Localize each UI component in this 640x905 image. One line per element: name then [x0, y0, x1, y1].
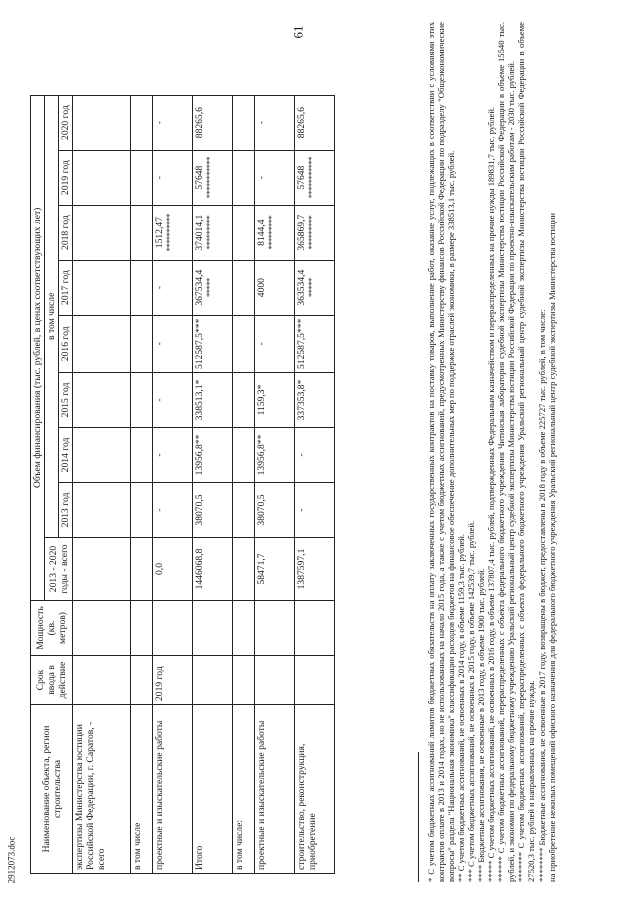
cell-value: 365869,7 [296, 214, 308, 251]
table-cell [73, 260, 131, 315]
table-cell [193, 428, 233, 483]
table-cell [255, 428, 295, 483]
col-total-header: 2013 - 2020 годы - всего [45, 538, 73, 601]
cell-value: 338513,1* [194, 379, 206, 421]
cell-value: 337353,8* [296, 379, 308, 421]
document-id: 2912073.doc [6, 836, 17, 884]
table-cell: проектные и изыскательские работы [255, 705, 295, 874]
table-cell [255, 656, 295, 705]
table-cell [131, 428, 153, 483]
table-row [153, 95, 193, 873]
cell-value: - [154, 453, 166, 457]
table-cell [295, 150, 335, 205]
table-cell: Итого [193, 705, 233, 874]
cell-value: - [154, 398, 166, 402]
col-year-header: 2017 год [59, 260, 73, 315]
table-cell [193, 150, 233, 205]
cell-footnote-mark: ********* [204, 215, 215, 250]
table-cell: строительство, реконструкция, приобретение [295, 705, 335, 874]
cell-value: - [256, 121, 268, 125]
table-cell [295, 373, 335, 428]
col-name-header: Наименование объекта, регион строительства [31, 705, 73, 874]
rotated-sheet [30, 22, 610, 882]
cell-value: 512587,5*** [296, 318, 308, 369]
table-cell [193, 373, 233, 428]
table-cell [233, 428, 255, 483]
cell-value: 88265,6 [194, 107, 206, 139]
table-cell [131, 601, 153, 656]
cell-value: 512587,5*** [194, 318, 206, 369]
table-cell [131, 150, 153, 205]
footnote: ******* С учетом бюджетных ассигнований, перераспределенных с объекта федерального бюджетного учреждения Уральский региональный центр судебной экспертизы Министерства юстиции Российской Федерации в объеме 27520,3 тыс. рублей и направленных на прочие нужды. [516, 22, 537, 882]
table-cell [233, 373, 255, 428]
col-funding-header: Объем финансирования (тыс. рублей, в ценах соответствующих лет) [31, 95, 45, 600]
cell-footnote-mark: *********** [306, 157, 317, 199]
cell-value: 4000 [256, 278, 268, 298]
table-cell [73, 373, 131, 428]
col-year-header: 2018 год [59, 205, 73, 260]
table-cell [73, 428, 131, 483]
financing-table [30, 95, 335, 874]
cell-footnote-mark: ***** [306, 278, 317, 297]
table-cell [131, 656, 153, 705]
col-incl-header: в том числе [45, 95, 59, 537]
table-cell [233, 538, 255, 601]
table-cell [233, 315, 255, 372]
cell-value: 374014,1 [194, 214, 206, 251]
cell-value: 1159,3* [256, 384, 268, 416]
table-cell [153, 205, 193, 260]
cell-value: 1512,47 [154, 217, 166, 249]
footnote: ******** Бюджетные ассигнования, не освоенные в 2017 году, возвращены в бюджет, предоставлены в 2018 году в объеме 225727 тыс. рублей, в том числе: [536, 309, 547, 882]
table-cell [295, 601, 335, 656]
footnote-rule [418, 752, 419, 882]
table-cell [73, 538, 131, 601]
table-row [131, 95, 153, 873]
table-cell [153, 428, 193, 483]
table-cell [295, 260, 335, 315]
table-cell [131, 260, 153, 315]
table-cell [233, 601, 255, 656]
footnote: ***** С учетом бюджетных ассигнований, не освоенных в 2016 году, в объеме 137807,4 тыс. рублей, подтвержденных Федеральным казначейством и перераспределенных на прочие нужды 189831,7 тыс. рублей. [486, 106, 497, 882]
cell-value: 38070,5 [194, 494, 206, 526]
cell-value: 13956,8** [256, 434, 268, 476]
cell-value: 363534,4 [296, 269, 308, 306]
table-cell [131, 95, 153, 150]
cell-value: - [154, 176, 166, 180]
footnote: ****** С учетом бюджетных ассигнований, перераспределенных с объекта федерального бюджетного учреждения Читинская лаборатория судебной экспертизы Министерства юстиции Российской Федерации в объеме 15540 тыс. рублей, и экономии по федеральному бюджетному учреждению Уральский региональный центр судебной экспертизы Министерства юстиции Российской Федерации по проектно-изыскательским работам - 2030 тыс. рублей. [496, 22, 517, 882]
table-cell [255, 601, 295, 656]
table-cell [131, 373, 153, 428]
table-cell: 1446068,8 [193, 538, 233, 601]
table-cell [295, 315, 335, 372]
table-cell [233, 656, 255, 705]
cell-footnote-mark: *********** [204, 157, 215, 199]
table-cell [193, 483, 233, 538]
table-cell [193, 95, 233, 150]
col-year-header: 2013 год [59, 483, 73, 538]
table-row [193, 95, 233, 873]
table-cell [255, 205, 295, 260]
cell-value: - [154, 508, 166, 512]
cell-value: - [296, 508, 308, 512]
footnote: на приобретение нежилых помещений офисного назначения для федерального бюджетного учреждения Уральский региональный центр судебной экспертизы Министерства юстиции [546, 213, 557, 882]
table-cell [73, 205, 131, 260]
table-row [295, 95, 335, 873]
table-cell [131, 538, 153, 601]
col-capacity-header: Мощность (кв. метров) [31, 601, 73, 656]
table-cell [255, 483, 295, 538]
table-cell: в том числе: [233, 705, 255, 874]
table-cell: 2019 год [153, 656, 193, 705]
table-cell [193, 205, 233, 260]
table-cell: 0,0 [153, 538, 193, 601]
cell-footnote-mark: ********* [266, 215, 277, 250]
table-cell [255, 150, 295, 205]
table-cell [255, 315, 295, 372]
table-cell [255, 260, 295, 315]
cell-value: 88265,6 [296, 107, 308, 139]
col-year-header: 2015 год [59, 373, 73, 428]
table-cell: в том числе [131, 705, 153, 874]
table-row [255, 95, 295, 873]
table-cell: 1387597,1 [295, 538, 335, 601]
table-cell [233, 205, 255, 260]
cell-footnote-mark: ***** [204, 278, 215, 297]
col-year-header: 2019 год [59, 150, 73, 205]
table-cell [193, 656, 233, 705]
table-cell [193, 315, 233, 372]
cell-value: 57648 [194, 165, 206, 190]
cell-value: - [256, 176, 268, 180]
table-cell [153, 95, 193, 150]
cell-value: 57648 [296, 165, 308, 190]
table-cell [73, 483, 131, 538]
table-cell [233, 95, 255, 150]
table-cell [153, 315, 193, 372]
table-cell [193, 601, 233, 656]
page-number: 61 [290, 25, 306, 39]
cell-value: - [256, 342, 268, 346]
cell-value: - [154, 121, 166, 125]
table-cell: экспертизы Министерства юстиции Российской Федерации, г. Саратов, - всего [73, 705, 131, 874]
cell-value: - [154, 342, 166, 346]
table-cell [73, 150, 131, 205]
cell-value: - [154, 286, 166, 290]
cell-value: 367534,4 [194, 269, 206, 306]
table-cell [295, 205, 335, 260]
cell-footnote-mark: ********** [164, 213, 175, 252]
col-year-header: 2016 год [59, 315, 73, 372]
cell-value: 8144,4 [256, 219, 268, 246]
table-cell: 58471,7 [255, 538, 295, 601]
table-cell [295, 656, 335, 705]
cell-value: - [296, 453, 308, 457]
table-cell [233, 150, 255, 205]
table-cell [295, 483, 335, 538]
table-cell [153, 150, 193, 205]
table-cell [233, 260, 255, 315]
table-cell [73, 601, 131, 656]
table-row [233, 95, 255, 873]
table-cell [131, 315, 153, 372]
table-cell [73, 95, 131, 150]
cell-footnote-mark: ********* [306, 215, 317, 250]
col-year-header: 2020 год [59, 95, 73, 150]
table-cell [153, 260, 193, 315]
footnote: **** Бюджетные ассигнования, не освоенные в 2013 году, в объеме 1900 тыс. рублей. [476, 568, 487, 882]
footnote: ** С учетом бюджетных ассигнований, не освоенных в 2014 году, в объеме 1159,3 тыс. рублей. [456, 534, 467, 882]
footnotes [426, 22, 557, 882]
table-cell [295, 428, 335, 483]
table-cell: проектные и изыскательские работы [153, 705, 193, 874]
table-cell [153, 601, 193, 656]
table-cell [255, 95, 295, 150]
table-cell [73, 656, 131, 705]
footnote: *** С учетом бюджетных ассигнований, не освоенных в 2015 году, в объеме 142539,7 тыс. рублей. [466, 520, 477, 882]
table-cell [255, 373, 295, 428]
table-cell [295, 95, 335, 150]
table-cell [233, 483, 255, 538]
table-cell [153, 373, 193, 428]
table-cell [73, 315, 131, 372]
table-cell [131, 483, 153, 538]
table-row [73, 95, 131, 873]
table-cell [193, 260, 233, 315]
table-cell [131, 205, 153, 260]
col-year-header: 2014 год [59, 428, 73, 483]
cell-value: 38070,5 [256, 494, 268, 526]
col-term-header: Срок ввода в действие [31, 656, 73, 705]
cell-value: 13956,8** [194, 434, 206, 476]
table-cell [153, 483, 193, 538]
footnote: * С учетом бюджетных ассигнований лимитов бюджетных обязательств на оплату заключенных государственных контрактов на поставку товаров, выполнение работ, оказание услуг, подлежащих в соответствии с условиями этих контрактов оплате в 2013 и 2014 годах, но не использованных на начало 2015 года, а также с учетом бюджетных ассигнований, предусмотренных Министерству финансов Российской Федерации по подразделу "Общеэкономические вопросы" раздела "Национальная экономика" классификации расходов бюджетов на финансовое обеспечение дополнительных мер по поддержке отраслей экономики, в размере 338513,1 тыс. рублей. [426, 22, 457, 882]
